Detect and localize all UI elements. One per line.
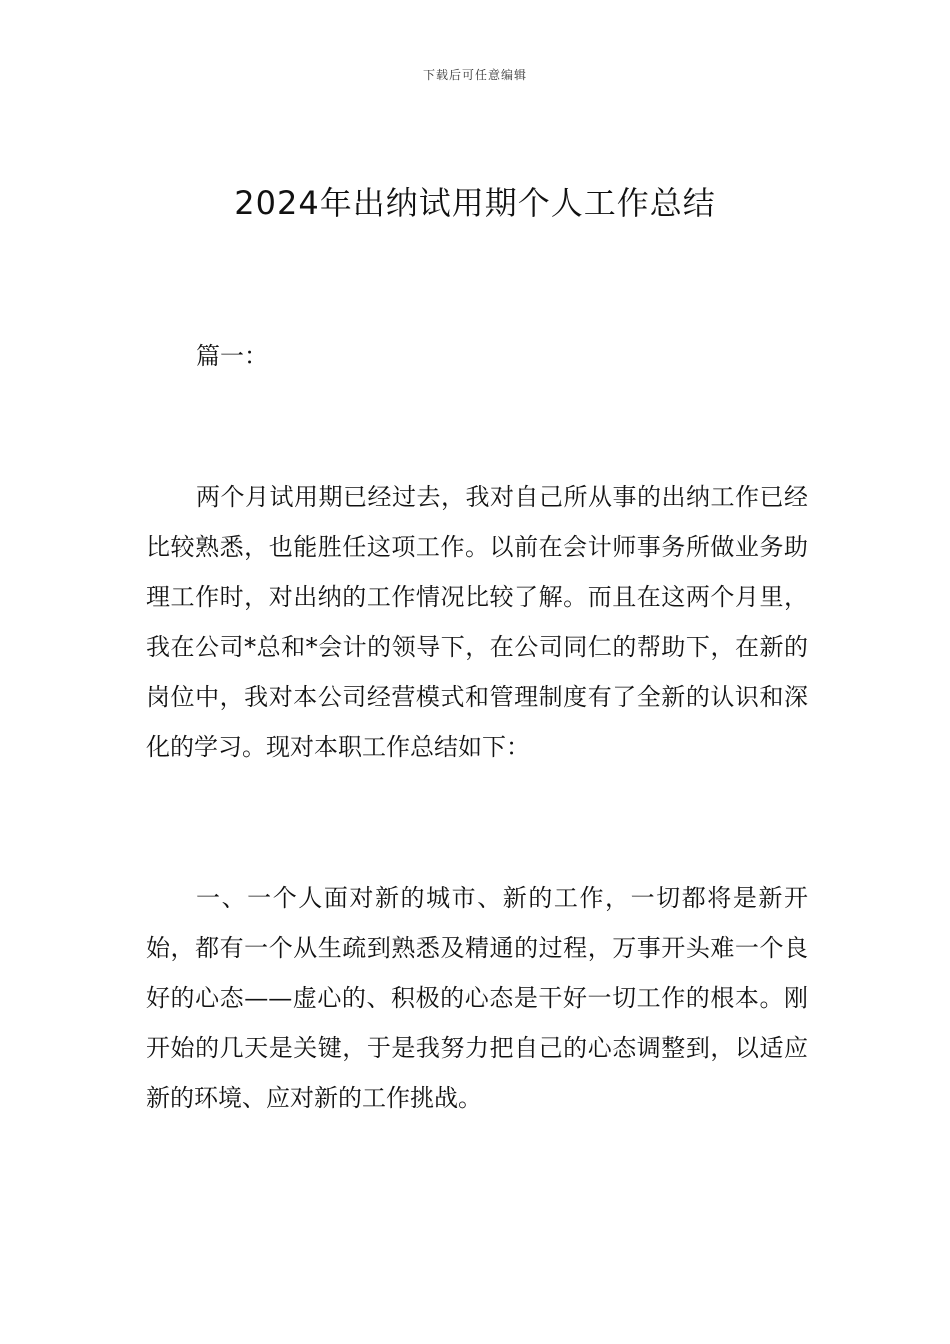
body-paragraph-2: 一、一个人面对新的城市、新的工作，一切都将是新开始，都有一个从生疏到熟悉及精通的过程，万事开头难一个良好的心态——虚心的、积极的心态是干好一切工作的根本。刚开始的几天是关键，于是我努力把自己的心态调整到，以适应新的环境、应对新的工作挑战。 bbox=[146, 884, 808, 1112]
header-note: 下载后可任意编辑 bbox=[422, 68, 527, 82]
document-title: 2024年出纳试用期个人工作总结 bbox=[234, 184, 716, 222]
section-label: 篇一： bbox=[196, 342, 268, 370]
body-paragraph-1: 两个月试用期已经过去，我对自己所从事的出纳工作已经比较熟悉，也能胜任这项工作。以前在会计师事务所做业务助理工作时，对出纳的工作情况比较了解。而且在这两个月里，我在公司*总和*会计的领导下，在公司同仁的帮助下，在新的岗位中，我对本公司经营模式和管理制度有了全新的认识和深化的学习。现对本职工作总结如下： bbox=[146, 483, 808, 761]
